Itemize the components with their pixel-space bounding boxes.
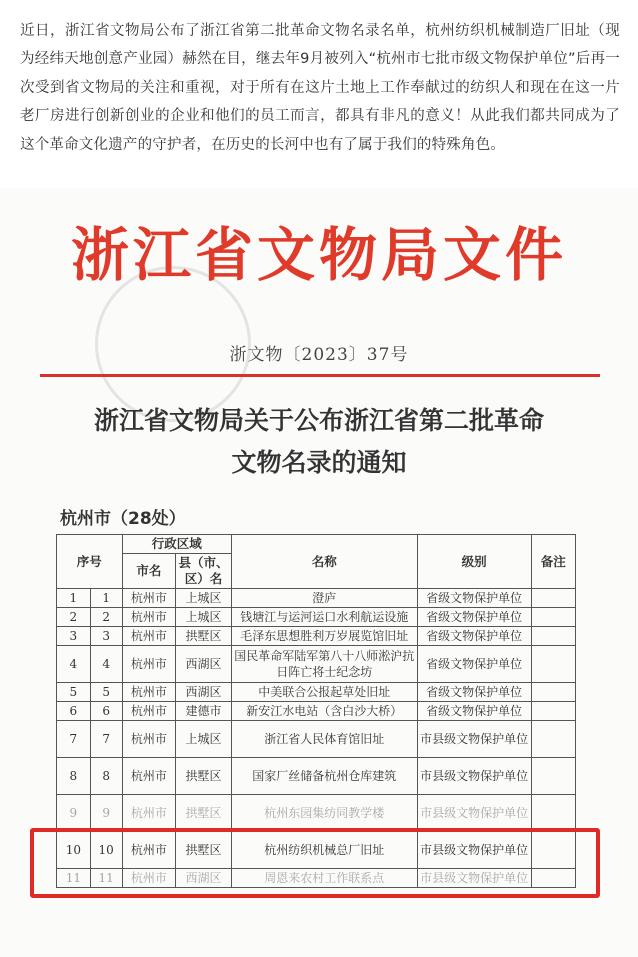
table-row xyxy=(57,627,576,646)
name-cell: 中美联合公报起草处旧址 xyxy=(231,683,417,702)
seq2-cell: 2 xyxy=(90,608,122,627)
level-cell: 省级文物保护单位 xyxy=(417,702,531,721)
note-cell xyxy=(531,646,575,683)
table-row xyxy=(57,702,576,721)
city-cell: 杭州市 xyxy=(122,869,176,888)
city-cell: 杭州市 xyxy=(122,795,176,832)
county-cell: 上城区 xyxy=(176,721,232,758)
header-name: 名称 xyxy=(231,535,417,589)
seq2-cell: 11 xyxy=(90,869,122,888)
seq2-cell: 6 xyxy=(90,702,122,721)
city-cell: 杭州市 xyxy=(122,589,176,608)
level-cell: 市县级文物保护单位 xyxy=(417,758,531,795)
name-cell: 杭州纺织机械总厂旧址 xyxy=(231,832,417,869)
city-cell: 杭州市 xyxy=(122,721,176,758)
name-cell: 澄庐 xyxy=(231,589,417,608)
seq2-cell: 1 xyxy=(90,589,122,608)
city-cell: 杭州市 xyxy=(122,702,176,721)
seq-cell: 6 xyxy=(57,702,91,721)
seq2-cell: 9 xyxy=(90,795,122,832)
city-heading: 杭州市（28处） xyxy=(60,509,186,529)
county-cell: 拱墅区 xyxy=(176,627,232,646)
table-row xyxy=(57,795,576,832)
seq2-cell: 8 xyxy=(90,758,122,795)
red-divider xyxy=(40,374,600,377)
seq-cell: 11 xyxy=(57,869,91,888)
seq2-cell: 5 xyxy=(90,683,122,702)
notice-title-line-2: 文物名录的通知 xyxy=(231,448,407,477)
note-cell xyxy=(531,721,575,758)
document-number: 浙文物〔2023〕37号 xyxy=(229,345,409,365)
level-cell: 市县级文物保护单位 xyxy=(417,832,531,869)
seq-cell: 8 xyxy=(57,758,91,795)
header-note: 备注 xyxy=(531,535,575,589)
county-cell: 西湖区 xyxy=(176,683,232,702)
county-cell: 拱墅区 xyxy=(176,832,232,869)
name-cell: 国民革命军陆军第八十八师淞沪抗日阵亡将士纪念坊 xyxy=(231,646,417,683)
level-cell: 市县级文物保护单位 xyxy=(417,721,531,758)
seq-cell: 5 xyxy=(57,683,91,702)
city-cell: 杭州市 xyxy=(122,646,176,683)
county-cell: 建德市 xyxy=(176,702,232,721)
header-seq: 序号 xyxy=(57,535,123,589)
level-cell: 省级文物保护单位 xyxy=(417,683,531,702)
name-cell: 新安江水电站（含白沙大桥） xyxy=(231,702,417,721)
notice-title xyxy=(0,400,638,484)
notice-title-line-1: 浙江省文物局关于公布浙江省第二批革命 xyxy=(93,406,544,435)
level-cell: 省级文物保护单位 xyxy=(417,627,531,646)
level-cell: 市县级文物保护单位 xyxy=(417,869,531,888)
seq-cell: 1 xyxy=(57,589,91,608)
seq-cell: 4 xyxy=(57,646,91,683)
county-cell: 拱墅区 xyxy=(176,795,232,832)
seq2-cell: 4 xyxy=(90,646,122,683)
seq-cell: 2 xyxy=(57,608,91,627)
table-row xyxy=(57,683,576,702)
header-level: 级别 xyxy=(417,535,531,589)
document-header: 浙江省文物局文件 xyxy=(70,221,567,289)
county-cell: 上城区 xyxy=(176,589,232,608)
note-cell xyxy=(531,702,575,721)
county-cell: 西湖区 xyxy=(176,646,232,683)
name-cell: 浙江省人民体育馆旧址 xyxy=(231,721,417,758)
seq-cell: 7 xyxy=(57,721,91,758)
county-cell: 拱墅区 xyxy=(176,758,232,795)
name-cell: 周恩来农村工作联系点 xyxy=(231,869,417,888)
table-row xyxy=(57,589,576,608)
city-cell: 杭州市 xyxy=(122,758,176,795)
name-cell: 杭州东园集纺同教学楼 xyxy=(231,795,417,832)
city-cell: 杭州市 xyxy=(122,608,176,627)
table-row xyxy=(57,646,576,683)
name-cell: 国家厂丝储备杭州仓库建筑 xyxy=(231,758,417,795)
seq-cell: 10 xyxy=(57,832,91,869)
seq2-cell: 10 xyxy=(90,832,122,869)
note-cell xyxy=(531,795,575,832)
level-cell: 市县级文物保护单位 xyxy=(417,795,531,832)
table-row xyxy=(57,608,576,627)
county-cell: 西湖区 xyxy=(176,869,232,888)
level-cell: 省级文物保护单位 xyxy=(417,646,531,683)
city-cell: 杭州市 xyxy=(122,683,176,702)
header-region: 行政区域 xyxy=(122,535,231,554)
note-cell xyxy=(531,683,575,702)
intro-paragraph: 近日，浙江省文物局公布了浙江省第二批革命文物名录名单，杭州纺织机械制造厂旧址（现为经纬天地创意产业园）赫然在目，继去年9月被列入“杭州市七批市级文物保护单位”后再一次受到省文物局的关注和重视，对于所有在这片土地上工作奉献过的纺织人和现在在这一片老厂房进行创新创业的企业和他们的员工而言，都具有非凡的意义！从此我们都共同成为了这个革命文化遗产的守护者，在历史的长河中也有了属于我们的特殊角色。 xyxy=(20,22,620,153)
name-cell: 毛泽东思想胜利万岁展览馆旧址 xyxy=(231,627,417,646)
note-cell xyxy=(531,758,575,795)
header-county: 县（市、区）名 xyxy=(176,554,232,589)
seq-cell: 3 xyxy=(57,627,91,646)
table-row xyxy=(57,721,576,758)
seq-cell: 9 xyxy=(57,795,91,832)
note-cell xyxy=(531,608,575,627)
note-cell xyxy=(531,589,575,608)
city-cell: 杭州市 xyxy=(122,627,176,646)
seq2-cell: 7 xyxy=(90,721,122,758)
seq2-cell: 3 xyxy=(90,627,122,646)
city-cell: 杭州市 xyxy=(122,832,176,869)
table-row xyxy=(57,758,576,795)
note-cell xyxy=(531,627,575,646)
header-city: 市名 xyxy=(122,554,176,589)
county-cell: 上城区 xyxy=(176,608,232,627)
highlight-box xyxy=(30,828,600,898)
level-cell: 省级文物保护单位 xyxy=(417,589,531,608)
name-cell: 钱塘江与运河运口水利航运设施 xyxy=(231,608,417,627)
level-cell: 省级文物保护单位 xyxy=(417,608,531,627)
